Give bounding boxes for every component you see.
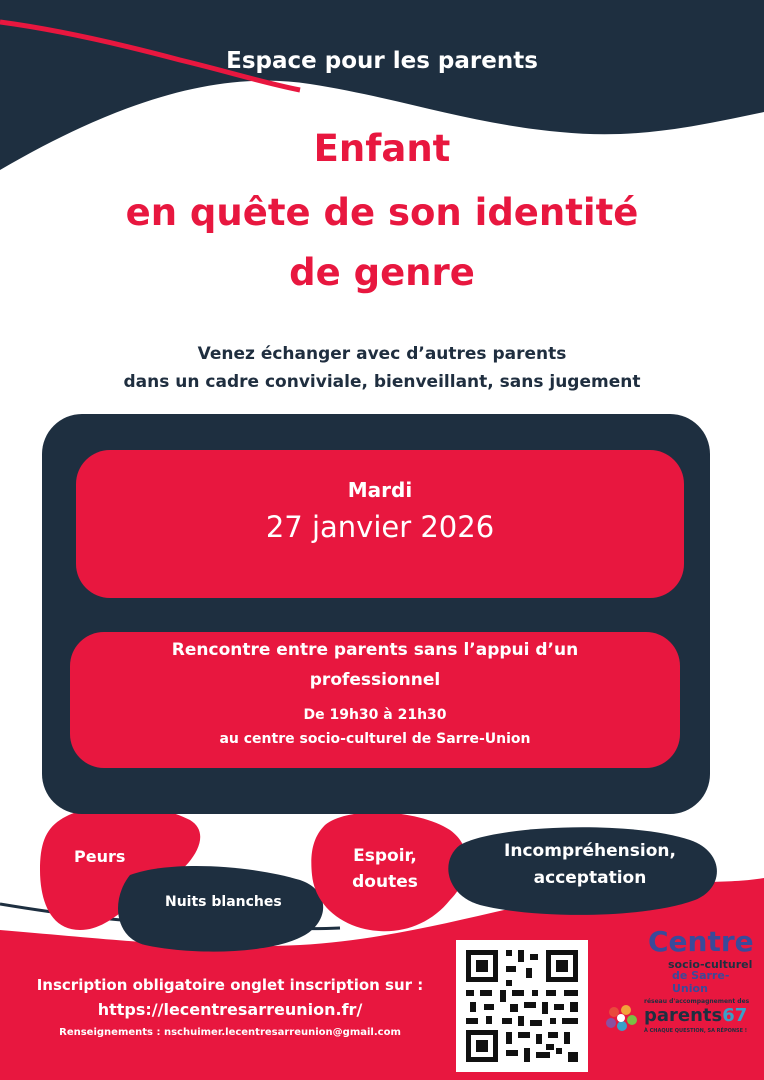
blob-nuits-label: Nuits blanches [165, 894, 282, 910]
date-box [76, 450, 684, 598]
event-day: Mardi [347, 478, 413, 502]
info-box [70, 632, 680, 768]
blob-espoir-label1: Espoir, [353, 846, 417, 866]
logo-centre-text: Centre [648, 925, 754, 958]
logo-socio-text: socio-culturel [668, 958, 753, 971]
logo-parents-text [644, 1005, 747, 1026]
logo-parents67 [602, 998, 752, 1038]
main-title-line1: Enfant [313, 127, 451, 170]
blob-peurs-label: Peurs [74, 847, 126, 866]
header-title: Espace pour les parents [226, 48, 538, 74]
event-time: De 19h30 à 21h30 [303, 707, 447, 723]
blob-incomp-label2: acceptation [533, 868, 647, 888]
event-desc-line2: professionnel [309, 670, 441, 690]
logo-sarre-text: de Sarre-Union [672, 969, 730, 995]
event-date: 27 janvier 2026 [265, 510, 495, 544]
qr-code[interactable] [456, 940, 588, 1072]
parents67-flower-icon [604, 1002, 640, 1034]
subtitle-line1: Venez échanger avec d’autres parents [197, 344, 567, 364]
logo-parents-word: parents [644, 1005, 723, 1026]
blob-incomp-label1: Incompréhension, [504, 841, 676, 861]
event-desc-line1: Rencontre entre parents sans l’appui d’un [171, 640, 579, 660]
logo-parents-number: 67 [722, 1005, 748, 1026]
footer-url[interactable]: https://lecentresarreunion.fr/ [97, 1000, 363, 1019]
logo-reseau-text: réseau d'accompagnement des [644, 998, 750, 1005]
event-place: au centre socio-culturel de Sarre-Union [219, 731, 531, 747]
qr-code-icon [456, 940, 588, 1072]
footer-contact[interactable]: Renseignements : nschuimer.lecentresarreunion@gmail.com [59, 1027, 401, 1038]
main-title-line3: de genre [289, 251, 475, 294]
subtitle-line2: dans un cadre conviviale, bienveillant, sans jugement [123, 372, 641, 392]
blob-espoir-label2: doutes [352, 872, 418, 892]
logo-tagline: À CHAQUE QUESTION, SA RÉPONSE ! [644, 1028, 748, 1034]
footer-inscription: Inscription obligatoire onglet inscription sur : [36, 976, 424, 994]
main-title-line2: en quête de son identité [125, 191, 639, 234]
